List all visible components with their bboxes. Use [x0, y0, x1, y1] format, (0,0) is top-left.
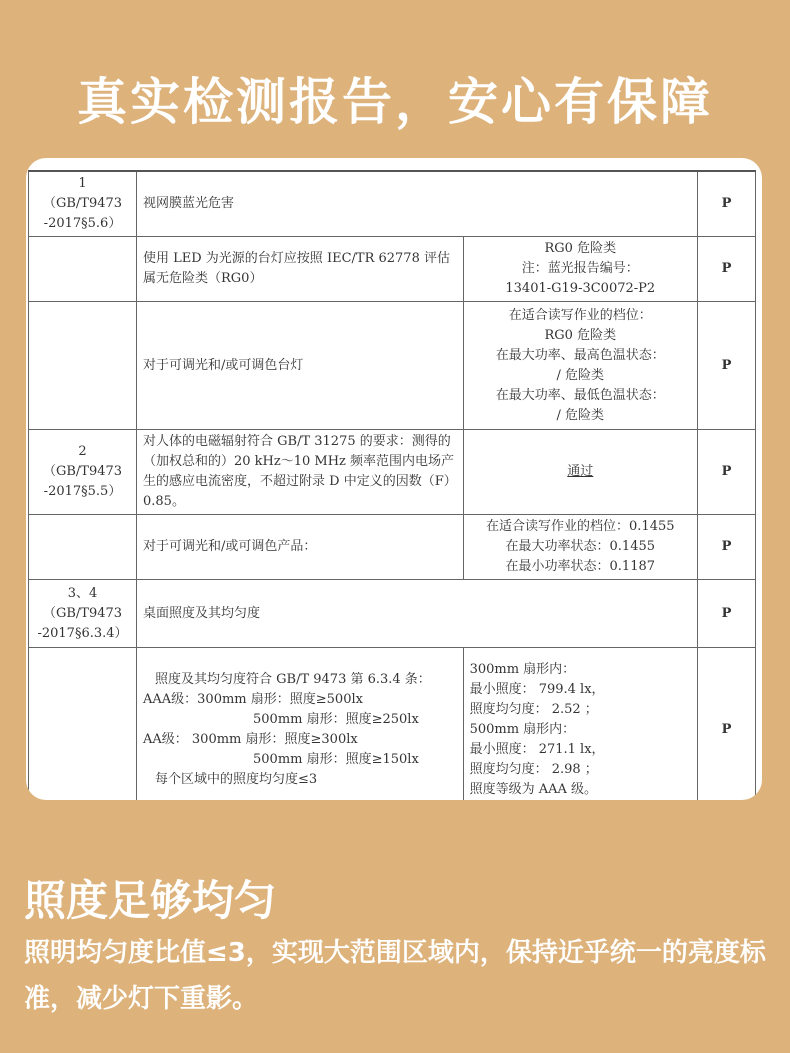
- cell-line: -2017§5.6）: [43, 216, 122, 231]
- cell-line: 300mm 扇形内：: [469, 661, 576, 677]
- requirement-cell: 对于可调光和/或可调色产品：: [137, 515, 464, 580]
- table-row: [29, 430, 756, 515]
- cell-line: 在最小功率状态：0.1187: [505, 559, 656, 574]
- cell-line: 照度均匀度： 2.52 ；: [469, 701, 598, 717]
- cell-line: 1: [78, 176, 87, 191]
- clause-cell: [29, 302, 137, 430]
- cell-line: 在适合读写作业的档位：: [508, 307, 652, 323]
- table-row: [29, 237, 756, 302]
- verdict-cell: P: [698, 171, 756, 237]
- cell-line: 在适合读写作业的档位：0.1455: [486, 519, 675, 534]
- cell-line: 通过: [567, 464, 594, 479]
- cell-line: 最小照度： 271.1 lx，: [469, 741, 605, 757]
- verdict-cell: P: [698, 302, 756, 430]
- verdict-cell: P: [698, 237, 756, 302]
- verdict-cell: P: [698, 430, 756, 515]
- clause-cell: [29, 237, 137, 302]
- cell-line: -2017§6.3.4）: [37, 625, 128, 641]
- cell-line: RG0 危险类: [544, 327, 617, 343]
- table-row: [29, 302, 756, 430]
- cell-line: 每个区域中的照度均匀度≤3: [155, 771, 318, 787]
- clause-cell: [29, 580, 137, 648]
- cell-line: 注：蓝光报告编号：: [521, 261, 639, 276]
- cell-line: （GB/T9473: [42, 464, 123, 479]
- cell-line: 500mm 扇形：照度≥150lx: [253, 751, 419, 767]
- clause-cell: [29, 648, 137, 801]
- cell-line: 照度均匀度： 2.98 ；: [469, 761, 598, 777]
- cell-line: / 危险类: [556, 367, 605, 383]
- cell-line: RG0 危险类: [544, 241, 617, 256]
- requirement-cell: 对于可调光和/或可调色台灯: [137, 302, 464, 430]
- result-cell: [463, 237, 697, 302]
- cell-line: 最小照度： 799.4 lx，: [469, 681, 605, 697]
- test-report-table: [28, 170, 756, 800]
- section-description: 照明均匀度比值≤3，实现大范围区域内，保持近乎统一的亮度标准，减少灯下重影。: [24, 938, 766, 1014]
- cell-line: 500mm 扇形：照度≥250lx: [253, 711, 419, 727]
- result-cell: [463, 302, 697, 430]
- clause-cell: [29, 171, 137, 237]
- section-heading: 照度足够均匀: [24, 876, 277, 925]
- page-title: 真实检测报告，安心有保障: [77, 73, 713, 131]
- verdict-cell: P: [698, 580, 756, 648]
- cell-line: 13401-G19-3C0072-P2: [505, 281, 656, 296]
- cell-line: AAA级：300mm 扇形：照度≥500lx: [143, 691, 363, 707]
- cell-line: 照度及其均匀度符合 GB/T 9473 第 6.3.4 条：: [155, 671, 431, 687]
- result-cell: [463, 430, 697, 515]
- report-card: [26, 158, 762, 800]
- requirement-cell: 对人体的电磁辐射符合 GB/T 31275 的要求：测得的（加权总和的）20 kHz～10 MHz 频率范围内电场产生的感应电流密度，不超过附录 D 中定义的因数（F）0.85。: [137, 430, 464, 515]
- cell-line: （GB/T9473: [42, 196, 123, 211]
- requirement-cell: 视网膜蓝光危害: [137, 171, 698, 237]
- clause-cell: [29, 515, 137, 580]
- verdict-cell: P: [698, 648, 756, 801]
- cell-line: （GB/T9473: [42, 605, 123, 621]
- verdict-cell: P: [698, 515, 756, 580]
- table-row: [29, 515, 756, 580]
- cell-line: AA级： 300mm 扇形：照度≥300lx: [143, 731, 358, 747]
- cell-line: 在最大功率、最高色温状态：: [495, 347, 665, 363]
- cell-line: 在最大功率、最低色温状态：: [495, 387, 665, 403]
- cell-line: 2: [78, 444, 87, 459]
- requirement-cell: 桌面照度及其均匀度: [137, 580, 698, 648]
- cell-line: 3、4: [67, 585, 98, 601]
- table-row: [29, 171, 756, 237]
- requirement-cell: 使用 LED 为光源的台灯应按照 IEC/TR 62778 评估属无危险类（RG0）: [137, 237, 464, 302]
- cell-line: / 危险类: [556, 407, 605, 423]
- cell-line: 照度等级为 AAA 级。: [469, 781, 598, 797]
- result-cell: [463, 515, 697, 580]
- cell-line: -2017§5.5）: [43, 484, 122, 499]
- result-cell: [463, 648, 697, 801]
- cell-line: 500mm 扇形内：: [469, 721, 576, 737]
- table-row: [29, 648, 756, 801]
- clause-cell: [29, 430, 137, 515]
- table-row: [29, 580, 756, 648]
- requirement-cell: [137, 648, 464, 801]
- cell-line: 在最大功率状态：0.1455: [505, 539, 656, 554]
